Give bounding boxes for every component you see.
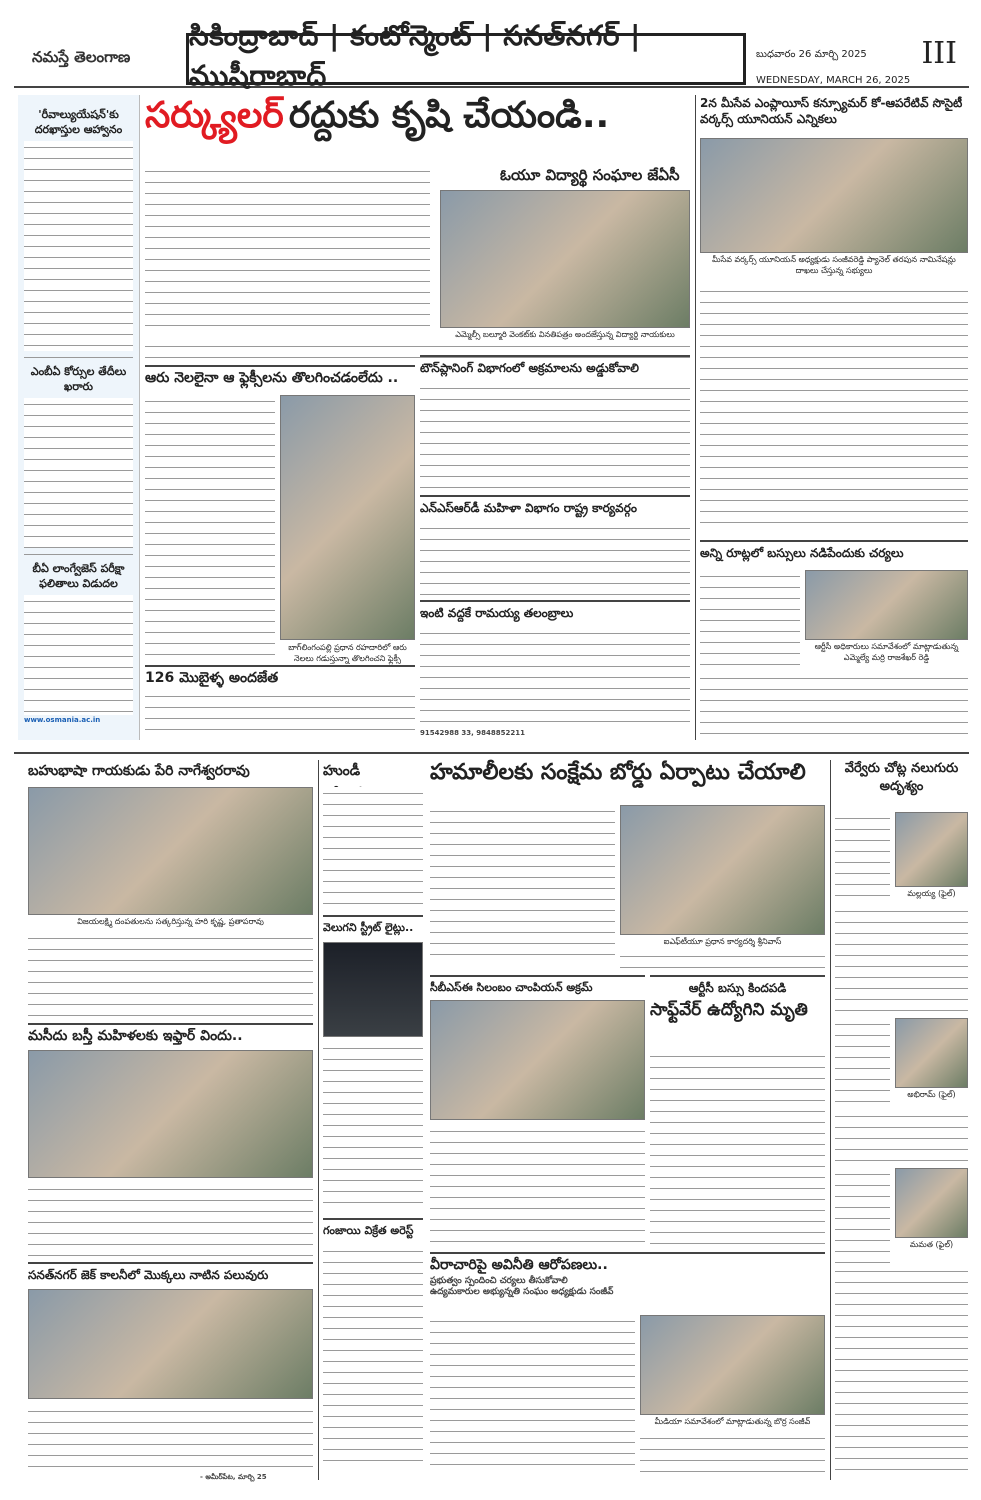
edition-date (756, 42, 910, 94)
flex-headline: ఆరు నెలలైనా ఆ ఫ్లెక్సీలను తొలగించడంలేదు .. (145, 370, 399, 386)
missing-body (835, 1168, 890, 1263)
lights-headline-box (323, 915, 423, 937)
lights-body (323, 1042, 423, 1212)
missing-photo-mallayya (895, 812, 968, 887)
iftar-photo (28, 1050, 313, 1178)
flex-article-body (145, 395, 275, 660)
article-body-lines (24, 398, 133, 548)
newspaper-brand: నమస్తే తెలంగాణ (32, 48, 131, 66)
right-top-photo-caption: మీసేవ వర్కర్స్ యూనియన్ అధ్యక్షుడు సంజీవరెడ్డి ప్యానెల్ తరపున నామినేషన్లు దాఖలు చేస్తున్న సభ్యులు (700, 255, 968, 277)
veera-headline-box (430, 1252, 825, 1312)
article-body-lines (24, 595, 133, 715)
flex-photo-caption: బాగ్‌లింగంపల్లి ప్రధాన రహదారిలో ఆరు నెలలు గడుస్తున్నా తొలగించని ఫ్లెక్సీ (280, 643, 415, 665)
sidebar-announcements (18, 95, 140, 740)
sidebar-heading-revaluation: 'రీవాల్యుయేషన్'కు దరఖాస్తుల ఆహ్వానం (34, 108, 123, 136)
bus-body (700, 672, 968, 737)
missing-photo-mamatha (895, 1168, 968, 1238)
silambam-headline-box (430, 975, 645, 997)
town-planning-headline: టౌన్‌ప్లానింగ్ విభాగంలో అక్రమాలను అడ్డుకోవాలి (420, 361, 639, 375)
town-planning-headline-box (420, 355, 690, 377)
iftar-headline-box (28, 1023, 313, 1045)
missing-body (835, 905, 968, 1015)
plants-headline: సనత్‌నగర్ జెక్ కాలనీలో మొక్కలు నాటిన పలువురు (28, 1268, 269, 1282)
sidebar-heading-mba: ఎంబీఏ కోర్సుల తేదీలు ఖరారు (30, 365, 127, 393)
bus-photo-caption: ఆర్టీసీ అధికారులు సమావేశంలో మాట్లాడుతున్న ఎమ్మెల్యే మర్రి రాజశేఖర్ రెడ్డి (805, 642, 968, 664)
rtc-body (650, 1050, 825, 1245)
singer-headline: బహుభాషా గాయకుడు పేరి నాగేశ్వరరావు (28, 763, 250, 779)
singer-headline-box (28, 760, 313, 782)
date-telugu: బుధవారం 26 మార్చి 2025 (756, 49, 867, 60)
town-planning-body (420, 382, 690, 492)
nsui-body (420, 522, 690, 597)
rtc-headline-small: ఆర్టీసీ బస్సు కిందపడి (688, 981, 787, 995)
missing-body (835, 1110, 968, 1165)
hamali-body (430, 805, 615, 965)
missing-headline: వేర్వేరు చోట్ల నలుగురు అదృశ్యం (844, 761, 959, 794)
missing-photo-abhiram (895, 1018, 968, 1088)
lights-headline: వెలుగని స్ట్రీట్ లైట్లు.. (323, 921, 414, 934)
contact-phone-numbers: 91542988 33, 9848852211 (420, 729, 525, 737)
missing-caption-2: అభిరామ్ (ఫైల్) (895, 1090, 968, 1101)
hundi-headline-box (323, 760, 423, 782)
lead-article-body (145, 165, 430, 330)
bus-body (700, 570, 800, 670)
veera-photo (640, 1315, 825, 1415)
rtc-headline-big: సాఫ్ట్‌వేర్ ఉద్యోగిని మృతి (650, 1000, 808, 1020)
lead-subhead: ఓయూ విద్యార్థి సంఘాల జేఏసీ (500, 166, 680, 184)
right-top-headline-box (700, 95, 968, 135)
osmania-url[interactable]: www.osmania.ac.in (24, 716, 101, 724)
bus-headline: అన్ని రూట్లలో బస్సులు నడిపేందుకు చర్యలు (700, 546, 904, 560)
singer-body (28, 932, 313, 1020)
bus-headline-box (700, 540, 968, 562)
hamali-body (620, 950, 825, 970)
right-top-article-body (700, 285, 968, 530)
phones-headline: 126 మొబైళ్ళ అందజేత (145, 670, 279, 686)
masthead (14, 19, 969, 92)
iftar-body (28, 1183, 313, 1258)
lead-headline-red: సర్క్యులర్ (145, 95, 284, 136)
flex-headline-box (145, 365, 415, 387)
lead-photo (440, 190, 690, 328)
missing-caption-3: మమత (ఫైల్) (895, 1240, 968, 1251)
plants-body (28, 1405, 313, 1470)
edition-title: సికింద్రాబాద్ | కంటోన్మెంట్ | సనత్‌నగర్ | ముషీరాబాద్ (186, 33, 746, 85)
right-top-photo (700, 138, 968, 253)
veera-photo-caption: మీడియా సమావేశంలో మాట్లాడుతున్న బొర్ర సంజీవ్ (640, 1417, 825, 1428)
singer-photo (28, 787, 313, 915)
missing-headline-box (835, 760, 968, 808)
singer-photo-caption: విజయలక్ష్మి దంపతులను సత్కరిస్తున్న హరి కృష్ణ, ప్రతాపరావు (28, 917, 313, 928)
hamali-photo-caption: ఐఎఫ్‌టీయూ ప్రధాన కార్యదర్శి శ్రీనివాస్ (620, 937, 825, 948)
missing-body (835, 1265, 968, 1470)
ganja-body (323, 1245, 423, 1470)
veera-body (640, 1432, 825, 1472)
plants-photo (28, 1289, 313, 1399)
missing-body (835, 1018, 890, 1108)
flex-photo (280, 395, 415, 640)
hamali-headline-box (430, 760, 825, 800)
rama-headline: ఇంటి వద్దకే రామయ్య తలంబ్రాలు (420, 606, 574, 620)
hamali-headline: హమాలీలకు సంక్షేమ బోర్డు ఏర్పాటు చేయాలి (430, 760, 806, 785)
veera-headline: వీరాచారిపై అవినీతి ఆరోపణలు.. (430, 1257, 608, 1273)
hundi-headline: హుండీ (323, 763, 361, 779)
silambam-body (430, 1125, 645, 1245)
silambam-photo (430, 1000, 645, 1120)
right-top-headline: 2న మీసేవ ఎంప్లాయీస్ కన్స్యూమర్ కో-ఆపరేటివ్ సొసైటీ వర్కర్స్ యూనియన్ ఎన్నికలు (700, 96, 963, 126)
date-english: WEDNESDAY, MARCH 26, 2025 (756, 75, 911, 86)
hamali-photo (620, 805, 825, 935)
nsui-headline-box (420, 495, 690, 517)
bus-photo (805, 570, 968, 640)
ganja-headline: గంజాయి విక్రేత అరెస్ట్ (323, 1224, 414, 1237)
phones-article-body (145, 690, 415, 738)
plants-credit: - అమీర్‌పేట, మార్చి 25 (200, 1473, 267, 1481)
hundi-body (323, 787, 423, 912)
plants-headline-box (28, 1262, 313, 1284)
iftar-headline: మసీదు బస్తీ మహిళలకు ఇఫ్తార్ విందు.. (28, 1028, 243, 1044)
lead-headline (145, 95, 690, 157)
rama-headline-box (420, 600, 690, 622)
veera-subhead: ప్రభుత్వం స్పందించి చర్యలు తీసుకోవాలి (430, 1276, 568, 1286)
nsui-headline: ఎన్‌ఎస్‌ఆర్‌డీ మహిళా విభాగం రాష్ట్ర కార్యవర్గం (420, 501, 637, 515)
rtc-headline-box (650, 975, 825, 1045)
lead-photo-caption: ఎమ్మెల్సీ బల్మూరి వెంకట్‌కు వినతిపత్రం అందజేస్తున్న విద్యార్థి నాయకులు (440, 330, 690, 341)
article-body-lines (24, 141, 133, 351)
veera-subhead-2: ఉద్యమకారుల అభ్యున్నతి సంఘం అధ్యక్షుడు సంజీవ్ (430, 1287, 614, 1297)
missing-body (835, 812, 890, 902)
rama-body (420, 627, 690, 727)
sidebar-heading-ba-results: బీఏ లాంగ్వేజెస్ పరీక్షా ఫలితాలు విడుదల (32, 562, 125, 590)
page-number: III (921, 36, 957, 71)
veera-body (430, 1315, 635, 1475)
street-lights-photo (323, 942, 423, 1037)
ganja-headline-box (323, 1218, 423, 1240)
missing-caption-1: మల్లయ్య (ఫైల్) (895, 889, 968, 900)
silambam-headline: సీబీఎస్ఈ సిలంబం చాంపియన్ అక్రమ్ (430, 981, 593, 994)
lead-headline-black: రద్దుకు కృషి చేయండి.. (288, 95, 610, 136)
